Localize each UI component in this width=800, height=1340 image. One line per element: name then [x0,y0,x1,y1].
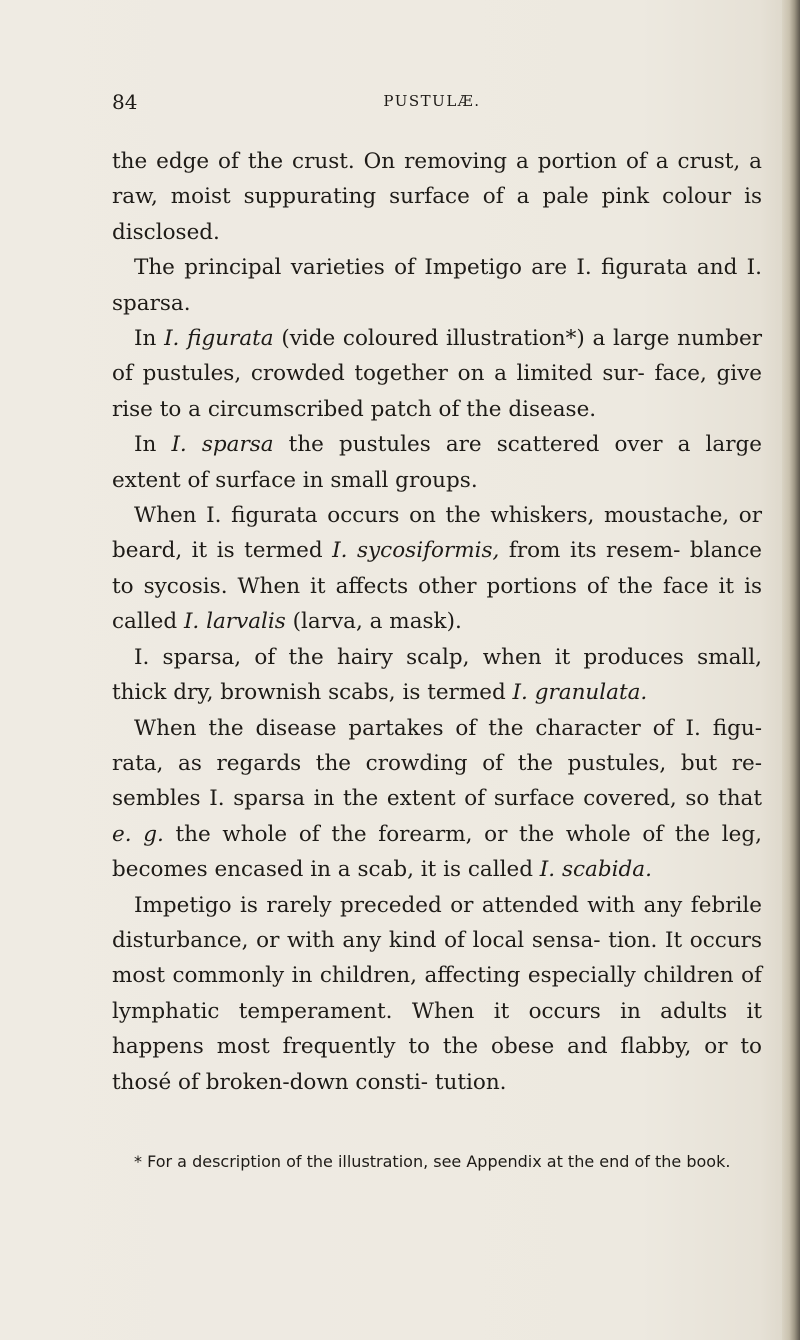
paragraph-4-text-b: the pustules are scattered over a large extent of surface in small groups. [112,432,762,493]
paragraph-8: Impetigo is rarely preceded or attended with any febrile disturbance, or with any kind of local sensa- tion. It occurs most commonly in children, affecting especially children of lymphatic temperament. When it occurs in adults it happens most frequently to the obese and flabby, or to thosé of broken-down consti- tution. [112,892,762,1095]
paragraph-6-text-a: I. sparsa, of the hairy scalp, when it produces small, thick dry, brownish scabs, is termed [112,644,762,706]
term-sparsa: I. sparsa [171,432,274,458]
term-sycosiformis: I. sycosiformis, [332,538,500,564]
paragraph-5-text-a: When I. figurata occurs on the whiskers, moustache, or beard, it is termed [112,503,762,564]
paragraph-4-text-a: In [134,432,172,458]
paragraph-5-text-c: (larva, a mask). [285,609,462,635]
term-larvalis: I. larvalis [183,609,286,635]
footnote [112,1148,762,1175]
page-edge-shadow [782,0,800,1340]
paragraph-4 [112,427,762,498]
running-head: PUSTULÆ. [383,92,481,110]
paragraph-6 [112,640,762,711]
term-granulata: I. granulata. [512,680,648,706]
page-header [112,90,752,120]
paragraph-7-text-a: When the disease partakes of the character of I. figu- rata, as regards the crowding of the pustules, but re- sembles I. sparsa in the extent of surface covered, so that [112,715,762,812]
paragraph-2: The principal varieties of Impetigo are I. figurata and I. sparsa. [112,255,762,316]
abbrev-eg: e. g. [112,821,164,847]
paragraph-3-text-b: (vide coloured illustration*) a large number of pustules, crowded together on a limited sur- face, give rise to a circumscribed patch of the disease. [112,326,762,422]
term-scabida: I. scabida. [539,857,652,883]
paragraph-3 [112,321,762,427]
paragraph-7 [112,711,762,888]
body-text [112,144,762,1100]
paragraph-5 [112,498,762,640]
paragraph-1: the edge of the crust. On removing a portion of a crust, a raw, moist suppurating surface of a pale pink colour is disclosed. [112,149,762,245]
paragraph-5-text-b: from its resem- blance to sycosis. When it affects other portions of the face it is called [112,538,762,635]
footnote-text: * For a description of the illustration, see Appendix at the end of the book. [134,1152,731,1171]
paragraph-7-text-b: the whole of the forearm, or the whole of the leg, becomes encased in a scab, it is called [112,821,762,883]
paragraph-3-text-a: In [134,326,165,352]
page-number: 84 [112,90,138,114]
term-figurata: I. figurata [164,326,274,352]
